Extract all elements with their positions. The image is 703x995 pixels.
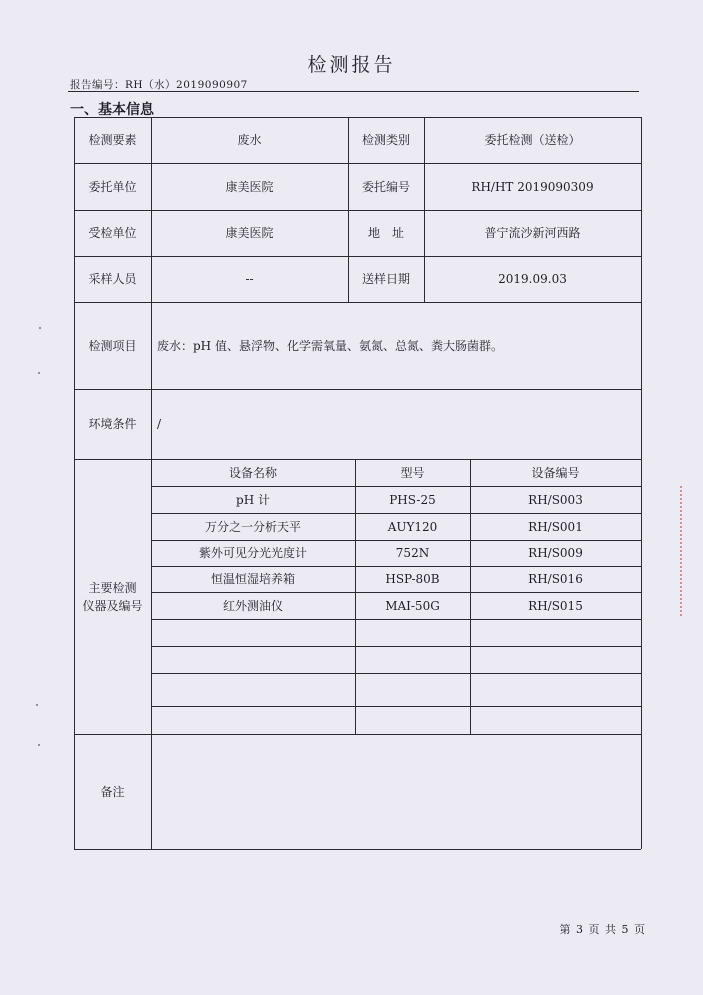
- equipment-name-cell: [151, 646, 355, 673]
- delivery-date-value: 2019.09.03: [498, 272, 567, 286]
- equipment-name-cell: pH 计: [236, 492, 270, 507]
- commission-no-value: RH/HT 2019090309: [471, 179, 594, 194]
- address-value: 普宁流沙新河西路: [484, 226, 581, 240]
- scan-speck: [36, 704, 38, 706]
- equipment-model-cell: [355, 706, 470, 734]
- remarks-label: 备注: [100, 784, 125, 799]
- equipment-name-cell: [151, 619, 355, 646]
- environment-label: 环境条件: [88, 417, 137, 431]
- equipment-number-cell: [470, 673, 641, 706]
- red-seal-edge: [680, 486, 703, 616]
- equipment-number-cell: [470, 646, 641, 673]
- remarks-value: [151, 734, 641, 849]
- equipment-model-cell: PHS-25: [389, 492, 436, 507]
- equipment-model-cell: [355, 619, 470, 646]
- scan-speck: [39, 327, 41, 329]
- equipment-model-cell: [355, 673, 470, 706]
- element-value: 废水: [237, 133, 262, 147]
- equipment-model-cell: 752N: [395, 546, 430, 560]
- equipment-name-cell: 万分之一分析天平: [204, 519, 301, 534]
- table-rule: [641, 117, 642, 849]
- equipment-number-cell: RH/S001: [528, 519, 583, 534]
- equipment-model-cell: MAI-50G: [385, 598, 440, 613]
- element-label: 检测要素: [88, 133, 137, 147]
- sampler-value: --: [245, 272, 254, 286]
- model-header: 型号: [400, 465, 425, 480]
- equipment-number-cell: RH/S016: [528, 572, 583, 586]
- equipment-name-cell: 红外测油仪: [222, 598, 283, 613]
- scan-speck: [38, 372, 40, 374]
- instruments-label: 主要检测 仪器及编号: [82, 580, 143, 613]
- test-items-label: 检测项目: [88, 338, 137, 353]
- sampler-label: 采样人员: [88, 272, 137, 286]
- test-items-value: 废水：pH 值、悬浮物、化学需氧量、氨氮、总氮、粪大肠菌群。: [157, 338, 503, 353]
- header-divider: [68, 91, 639, 92]
- report-number: 报告编号：RH（水）2019090907: [70, 79, 248, 91]
- page-title: 检测报告: [307, 54, 396, 76]
- category-label: 检测类别: [361, 133, 410, 147]
- client-value: 康美医院: [225, 179, 274, 194]
- equipment-name-cell: 紫外可见分光光度计: [198, 546, 307, 560]
- environment-value: /: [157, 417, 162, 431]
- category-value: 委托检测（送检）: [484, 133, 581, 147]
- table-rule: [74, 849, 641, 850]
- equipment-name-cell: [151, 706, 355, 734]
- commission-no-label: 委托编号: [361, 179, 410, 194]
- equipment-number-cell: [470, 619, 641, 646]
- equipment-no-header: 设备编号: [531, 465, 580, 480]
- equipment-number-cell: RH/S009: [528, 546, 583, 560]
- scan-speck: [38, 744, 40, 746]
- delivery-date-label: 送样日期: [361, 272, 410, 286]
- client-label: 委托单位: [88, 179, 137, 194]
- equipment-model-cell: AUY120: [387, 519, 438, 534]
- equipment-number-cell: RH/S015: [528, 598, 583, 613]
- equipment-number-cell: [470, 706, 641, 734]
- tested-unit-value: 康美医院: [225, 226, 274, 240]
- page-number: 第 3 页 共 5 页: [559, 923, 646, 936]
- equipment-model-cell: [355, 646, 470, 673]
- equipment-name-header: 设备名称: [228, 465, 277, 480]
- section-heading: 一、基本信息: [70, 102, 154, 118]
- address-label: 地 址: [367, 226, 404, 240]
- equipment-name-cell: 恒温恒湿培养箱: [210, 572, 295, 586]
- tested-unit-label: 受检单位: [88, 226, 137, 240]
- equipment-model-cell: HSP-80B: [385, 572, 440, 586]
- equipment-name-cell: [151, 673, 355, 706]
- equipment-number-cell: RH/S003: [528, 492, 583, 507]
